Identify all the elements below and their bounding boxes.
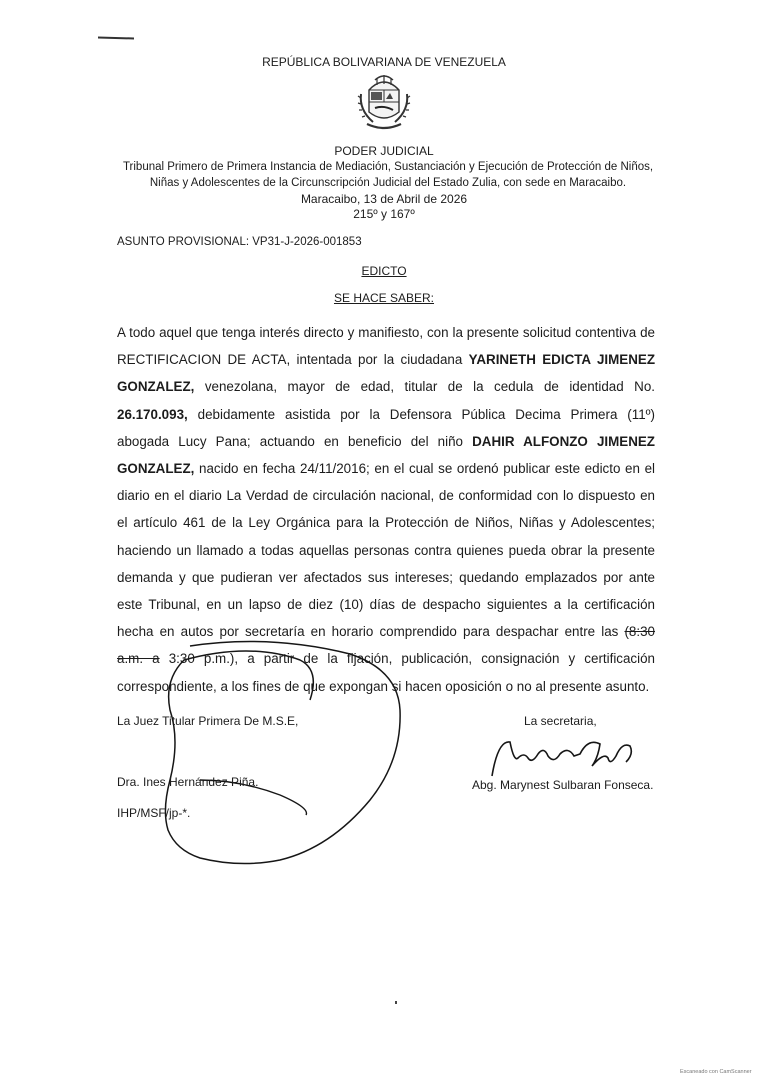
body-segment-1: A todo aquel que tenga interés directo y manifiesto, con la presente solicitud contentiva de RECTIFICACION DE ACTA, intentada por la ciudadana [117,325,655,368]
era-years: 215º y 167º [353,207,415,221]
secretary-name: Abg. Marynest Sulbaran Fonseca. [472,778,654,792]
place-date: Maracaibo, 13 de Abril de 2026 [300,192,468,206]
scan-artifact-mark [98,36,134,40]
struck-hours: (8:30 a.m. a [117,624,655,667]
tribunal-name: Tribunal Primero de Primera Instancia de Mediación, Sustanciación y Ejecución de Protección de Niños, Niñas y Adolescentes de la Circunscripción Judicial del Estado Zulia, con sede en Maracaibo. [122,161,654,189]
ink-speck [395,1001,397,1004]
scanner-watermark: Escaneado con CamScanner [680,1069,752,1075]
id-number: 26.170.093, [117,406,188,422]
secretary-signature [488,732,638,782]
body-segment-4: nacido en fecha 24/11/2016; en el cual se ordenó publicar este edicto en el diario en el diario La Verdad de circulación nacional, de conformidad con lo dispuesto en el artículo 461 de la Ley Orgánica para la Protección de Niños, Niñas y Adolescentes; haciendo un llamado a todas aquellas personas contra quienes pueda obrar la presente demanda y que pudieran ver afectados sus intereses; quedando emplazados por ante este Tribunal, en un lapso de diez (10) días de despacho siguientes a la certificación hecha en autos por secretaría en horario comprendido para despachar entre las [117,461,655,640]
document-initials: IHP/MSF/jp-*. [117,806,191,820]
judge-name: Dra. Ines Hernández Piña. [117,775,259,789]
judge-title: La Juez Titular Primera De M.S.E, [117,714,299,728]
body-segment-2: venezolana, mayor de edad, titular de la cedula de identidad No. [194,379,655,395]
case-number: ASUNTO PROVISIONAL: VP31-J-2026-001853 [117,236,362,248]
document-subtitle: SE HACE SABER: [333,291,435,305]
body-segment-5: 3:30 p.m.), a partir de la fijación, publicación, consignación y certificación correspondiente, a los fines de que expongan si hacen oposición o no al presente asunto. [117,651,655,694]
branch-header: PODER JUDICIAL [334,144,434,158]
child-name: DAHIR ALFONZO JIMENEZ GONZALEZ, [117,433,655,477]
document-title: EDICTO [361,264,407,278]
body-segment-3: debidamente asistida por la Defensora Pública Decima Primera (11º) abogada Lucy Pana; actuando en beneficio del niño [117,406,655,449]
edict-body [117,319,655,700]
venezuela-coat-of-arms-icon [355,72,413,134]
secretary-title: La secretaria, [524,714,597,728]
applicant-name: YARINETH EDICTA JIMENEZ GONZALEZ, [117,352,655,395]
country-header: REPÚBLICA BOLIVARIANA DE VENEZUELA [262,55,506,69]
